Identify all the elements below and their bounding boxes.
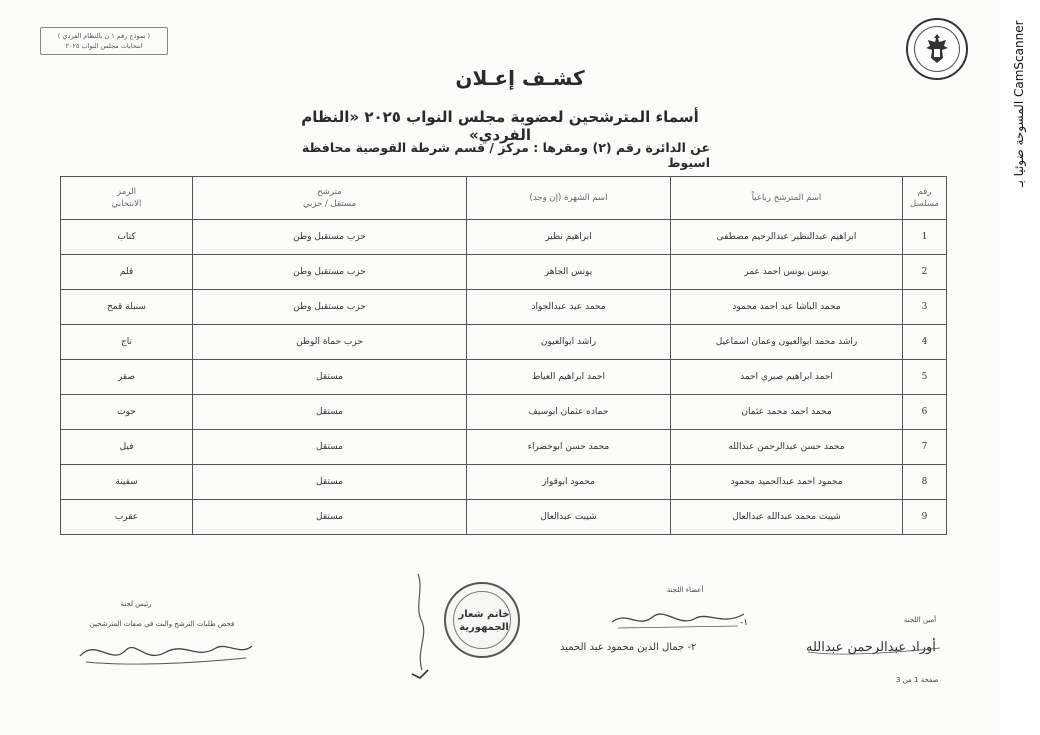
header-type: مترشح مستقل / حزبي (193, 177, 467, 220)
camscanner-watermark: المسوحة ضوئيا بـ CamScanner (1012, 20, 1026, 187)
cell-symbol: فيل (61, 430, 193, 465)
secretary-name: أوراد عبدالرحمن عبدالله (806, 640, 936, 655)
seal-text: خاتم شعار الجمهورية (458, 609, 510, 633)
cell-name: ابراهيم عبدالنظير عبدالرحيم مصطفى (671, 220, 903, 255)
page-number: صفحة 1 من 3 (896, 676, 939, 684)
table-row (61, 290, 947, 325)
cell-type: مستقل (193, 360, 467, 395)
vertical-signature-scribble (408, 570, 438, 680)
cell-serial: 5 (903, 360, 947, 395)
district-line: عن الدائرة رقم (٢) ومقرها : مركز / قسم شرطة القوصية محافظة اسيوط (301, 140, 710, 170)
cell-name: يونس يونس احمد عمر (671, 255, 903, 290)
cell-name: محمود احمد عبدالحميد محمود (671, 465, 903, 500)
table-row (61, 500, 947, 535)
cell-symbol: عقرب (61, 500, 193, 535)
cell-type: حزب مستقبل وطن (193, 290, 467, 325)
header-nickname: اسم الشهرة (إن وجد) (467, 177, 671, 220)
cell-name: راشد محمد ابوالعيون وعمان اسماعيل (671, 325, 903, 360)
cell-type: مستقل (193, 465, 467, 500)
cell-type: مستقل (193, 430, 467, 465)
republic-seal-stamp (444, 582, 520, 658)
table-row (61, 360, 947, 395)
secretary-title: أمين اللجنة (903, 616, 937, 624)
cell-symbol: كتاب (61, 220, 193, 255)
page-subtitle: أسماء المترشحين لعضوية مجلس النواب ٢٠٢٥ «النظام الفردي» (301, 108, 699, 144)
cell-serial: 2 (903, 255, 947, 290)
cell-serial: 9 (903, 500, 947, 535)
table-row (61, 325, 947, 360)
cell-nickname: حماده عثمان ابوسيف (467, 395, 671, 430)
cell-nickname: احمد ابراهيم العياط (467, 360, 671, 395)
page-title: كشـف إعـلان (455, 66, 585, 90)
cell-symbol: سنبلة قمح (61, 290, 193, 325)
cell-symbol: صقر (61, 360, 193, 395)
form-number-line1: ( نموذج رقم ١ ن بالنظام الفردي ) (57, 32, 151, 40)
cell-nickname: محمود ابوقواز (467, 465, 671, 500)
cell-nickname: راشد ابوالعيون (467, 325, 671, 360)
cell-nickname: يونس الجاهر (467, 255, 671, 290)
cell-symbol: سفينة (61, 465, 193, 500)
cell-serial: 6 (903, 395, 947, 430)
cell-name: احمد ابراهيم صبري احمد (671, 360, 903, 395)
cell-serial: 8 (903, 465, 947, 500)
cell-type: مستقل (193, 500, 467, 535)
eagle-icon (922, 32, 952, 66)
cell-type: حزب مستقبل وطن (193, 255, 467, 290)
cell-nickname: محمد حسن ابوخضراء (467, 430, 671, 465)
members-title: أعضاء اللجنة (666, 586, 704, 594)
cell-name: محمد الباشا عيد احمد محمود (671, 290, 903, 325)
cell-name: شيبت محمد عبدالله عبدالعال (671, 500, 903, 535)
egypt-emblem-logo (906, 18, 968, 80)
secretary-signature-scribble (804, 630, 944, 660)
table-row (61, 430, 947, 465)
cell-type: حزب حماة الوطن (193, 325, 467, 360)
form-number-box (40, 27, 168, 55)
candidates-table (60, 176, 947, 535)
chair-subtitle: فحص طلبات الترشح والبت في صفات المترشحين (89, 620, 235, 628)
cell-nickname: شيبت عبدالعال (467, 500, 671, 535)
cell-name: محمد احمد محمد عثمان (671, 395, 903, 430)
member2-name: ٢- جمال الدين محمود عبد الحميد (560, 642, 697, 653)
cell-serial: 4 (903, 325, 947, 360)
cell-type: مستقل (193, 395, 467, 430)
cell-type: حزب مستقبل وطن (193, 220, 467, 255)
member1-label: ١- (740, 618, 749, 628)
cell-symbol: قلم (61, 255, 193, 290)
header-serial: رقم مسلسل (903, 177, 947, 220)
chair-title: رئيس لجنة (120, 600, 152, 608)
cell-serial: 7 (903, 430, 947, 465)
cell-serial: 3 (903, 290, 947, 325)
cell-nickname: محمد عيد عبدالجواد (467, 290, 671, 325)
cell-symbol: تاج (61, 325, 193, 360)
table-row (61, 255, 947, 290)
table-row (61, 395, 947, 430)
table-row (61, 220, 947, 255)
cell-name: محمد حسن عبدالرحمن عبدالله (671, 430, 903, 465)
member1-signature-scribble (608, 606, 748, 634)
table-row (61, 465, 947, 500)
form-number-line2: انتخابات مجلس النواب ٢٠٢٥ (65, 42, 143, 50)
table-header-row (61, 177, 947, 220)
chair-signature-scribble (76, 636, 256, 670)
cell-nickname: ابراهيم نظير (467, 220, 671, 255)
cell-serial: 1 (903, 220, 947, 255)
header-name: اسم المترشح رباعياً (671, 177, 903, 220)
header-symbol: الرمز الانتخابي (61, 177, 193, 220)
cell-symbol: حوت (61, 395, 193, 430)
